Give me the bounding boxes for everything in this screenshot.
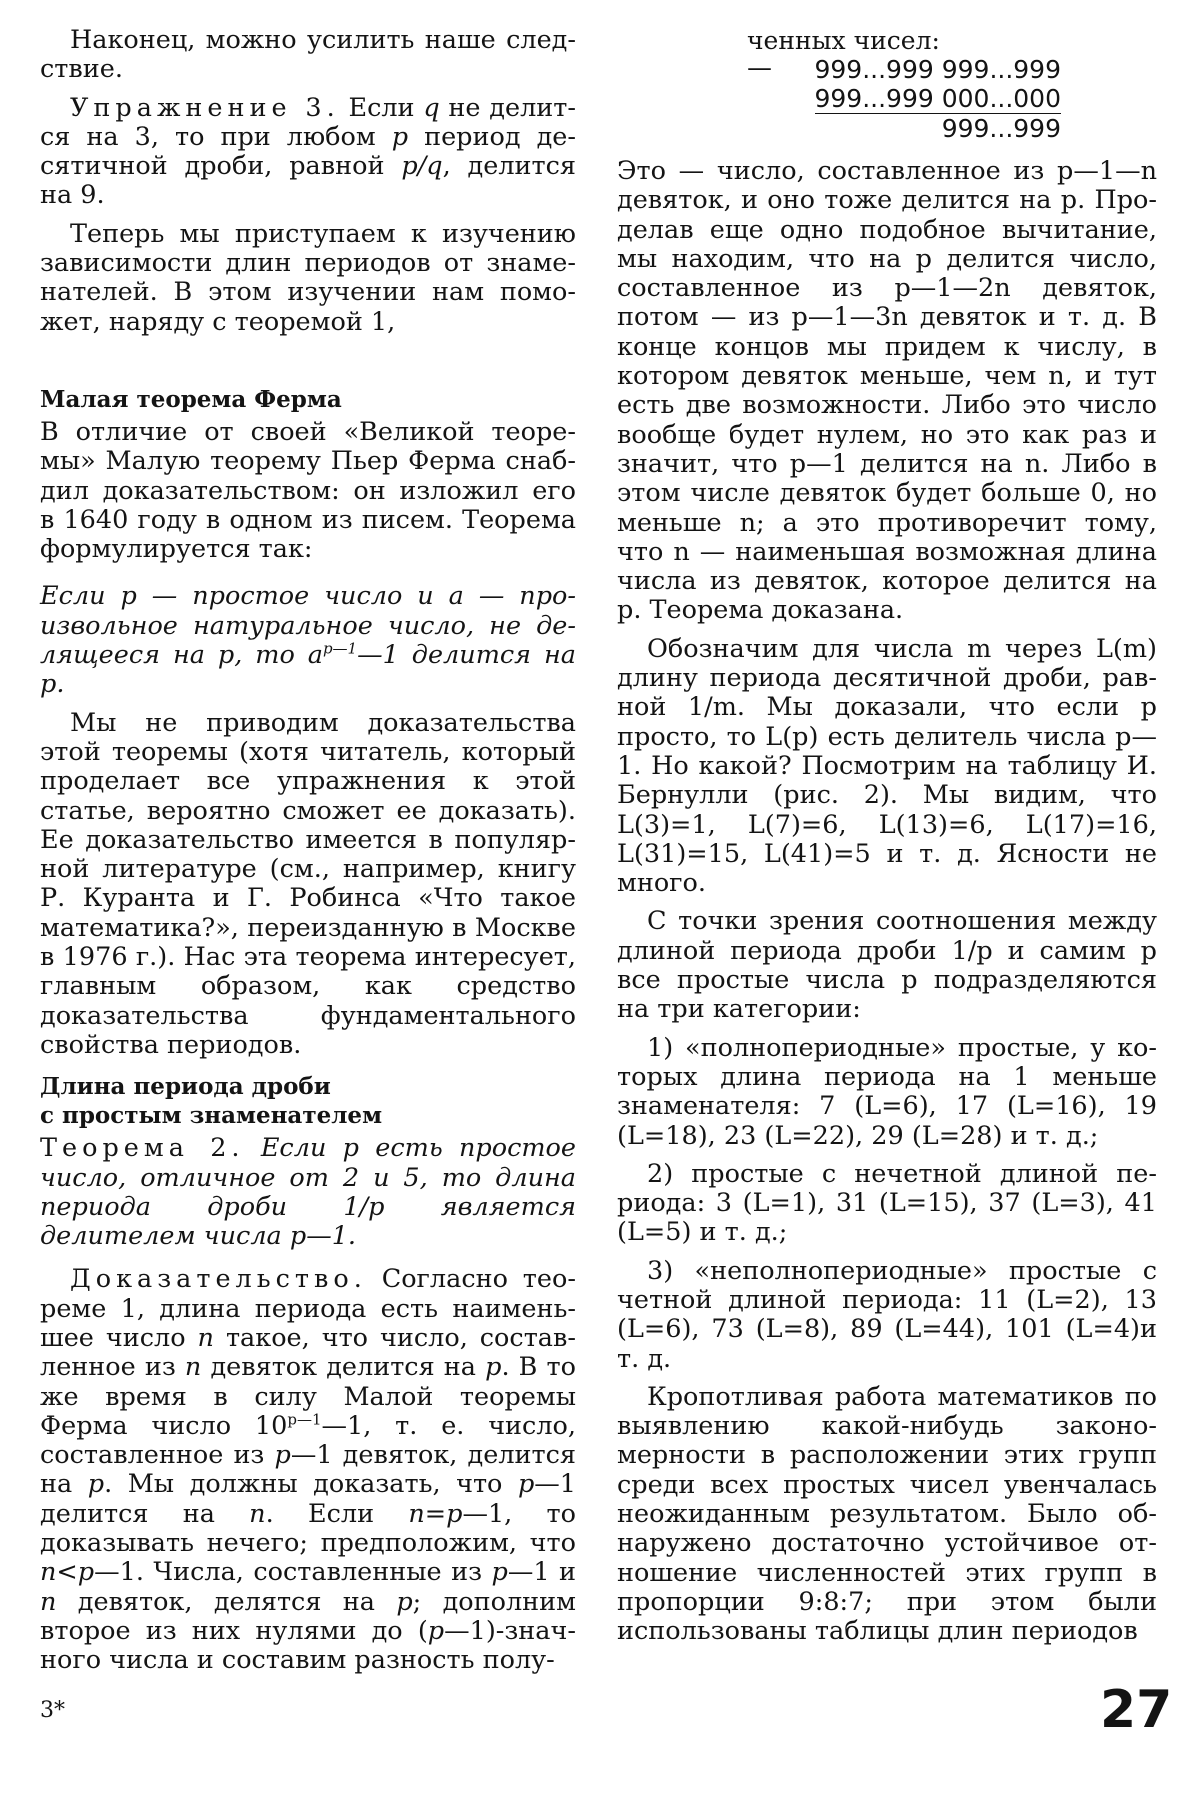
left-column xyxy=(40,26,576,1676)
paragraph-results: Кропотливая работа математиков по выявлению какой-нибудь закономерности в расположении этих групп среди всех простых чисел увенчалась неожиданным результатом. Было обнаружено достаточно устойчивое отношение численностей этих групп в пропорции 9:8:7; при этом были использованы таблицы длин периодов xyxy=(617,1381,1157,1647)
paragraph-notation: Обозначим для числа m через L(m) длину периода десятичной дроби, равной 1/m. Мы доказали, что если p просто, то L(p) есть делитель числа p—1. Но какой? Посмотрим на таблицу И. Бернулли (рис. 2). Мы видим, что L(3)=1, L(7)=6, L(13)=6, L(17)=16, L(31)=15, L(41)=5 и т. д. Ясности не много. xyxy=(617,633,1157,899)
heading-period-length: Длина периода дроби с простым знаменателем xyxy=(40,1073,383,1130)
category-3: 3) «неполнопериодные» простые с четной длиной периода: 11 (L=2), 13 (L=6), 73 (L=8), 89 (L=44), 101 (L=4)и т. д. xyxy=(617,1255,1157,1374)
proof-label: Доказательство. xyxy=(70,1264,367,1295)
heading-fermat: Малая теорема Ферма xyxy=(40,385,342,413)
theorem-2: Теорема 2. Если p есть простое число, отличное от 2 и 5, то длина периода дроби 1/p является делителем числа p—1. xyxy=(40,1133,576,1252)
category-2: 2) простые с нечетной длиной периода: 3 (L=1), 31 (L=15), 37 (L=3), 41 (L=5) и т. д.; xyxy=(617,1158,1157,1248)
right-column xyxy=(617,26,1157,1647)
exercise-label: Упражнение 3. xyxy=(70,92,340,123)
paragraph-corollary: Наконец, можно усилить наше следствие. xyxy=(40,25,576,85)
subtraction-row-2: 999...999 000...000 xyxy=(814,84,1061,113)
subtraction-caption: ченных чисел: xyxy=(747,26,940,55)
category-1: 1) «полнопериодные» простые, у которых длина периода на 1 меньше знаменателя: 7 (L=6), 17 (L=16), 19 (L=18), 23 (L=22), 29 (L=28) и т. д.; xyxy=(617,1032,1157,1151)
minus-sign: — xyxy=(747,53,772,82)
fermat-theorem-statement: Если p — простое число и a — произвольное натуральное число, не делящееся на p, то $a^{p—1}—1$ делится на p. xyxy=(40,581,576,700)
subtraction-row-1: — 999...999 999...999 xyxy=(747,53,1061,84)
signature-mark: 3* xyxy=(40,1698,65,1723)
subtraction-example xyxy=(617,26,1157,143)
proof-paragraph: Доказательство. Согласно теореме 1, длина периода есть наименьшее число n такое, что число, составленное из n девяток делится на p. В то же время в силу Малой теоремы Ферма число $10^{p—1}—1$, т. е. число, составленное из p—1 девяток, делится на p. Мы должны доказать, что p—1 делится на n. Если n=p—1, то доказывать нечего; предположим, что n<p—1. Числа, составленные из p—1 и n девяток, делятся на p; дополним второе из них нулями до (p—1)-значного числа и составим разность полу- xyxy=(40,1264,577,1676)
page-number: 27 xyxy=(1100,1680,1173,1740)
exercise-3: Упражнение 3. Если q не делится на 3, то при любом p период десятичной дроби, равной p/q, делится на 9. xyxy=(40,92,576,211)
paragraph-transition: Теперь мы приступаем к изучению зависимости длин периодов от знаменателей. В этом изучении нам поможет, наряду с теоремой 1, xyxy=(40,218,576,337)
paragraph-fermat-proof-note: Мы не приводим доказательства этой теоремы (хотя читатель, который проделает все упражнения к этой статье, вероятно сможет ее доказать). Ее доказательство имеется в популярной литературе (см., например, книгу Р. Куранта и Г. Робинса «Что такое математика?», переизданную в Москве в 1976 г.). Нас эта теорема интересует, главным образом, как средство доказательства фундаментального свойства периодов. xyxy=(40,707,576,1060)
paragraph-fermat-intro: В отличие от своей «Великой теоремы» Малую теорему Пьер Ферма снабдил доказательством: он изложил его в 1640 году в одном из писем. Теорема формулируется так: xyxy=(40,416,576,565)
paragraph-proof-end: Это — число, составленное из p—1—n девяток, и оно тоже делится на p. Проделав еще одно подобное вычитание, мы находим, что на p делится число, составленное из p—1—2n девяток, потом — из p—1—3n девяток и т. д. В конце концов мы придем к числу, в котором девяток меньше, чем n, и тут есть две возможности. Либо это число вообще будет нулем, но это как раз и значит, что p—1 делится на n. Либо в этом числе девяток будет больше 0, но меньше n; а это противоречит тому, что n — наименьшая возможная длина числа из девяток, которое делится на p. Теорема доказана. xyxy=(617,156,1157,626)
theorem-label: Теорема 2. xyxy=(40,1133,245,1164)
subtraction-result: 999...999 xyxy=(941,114,1061,143)
paragraph-categories: С точки зрения соотношения между длиной периода дроби 1/p и самим p все простые числа p подразделяются на три категории: xyxy=(617,906,1157,1025)
